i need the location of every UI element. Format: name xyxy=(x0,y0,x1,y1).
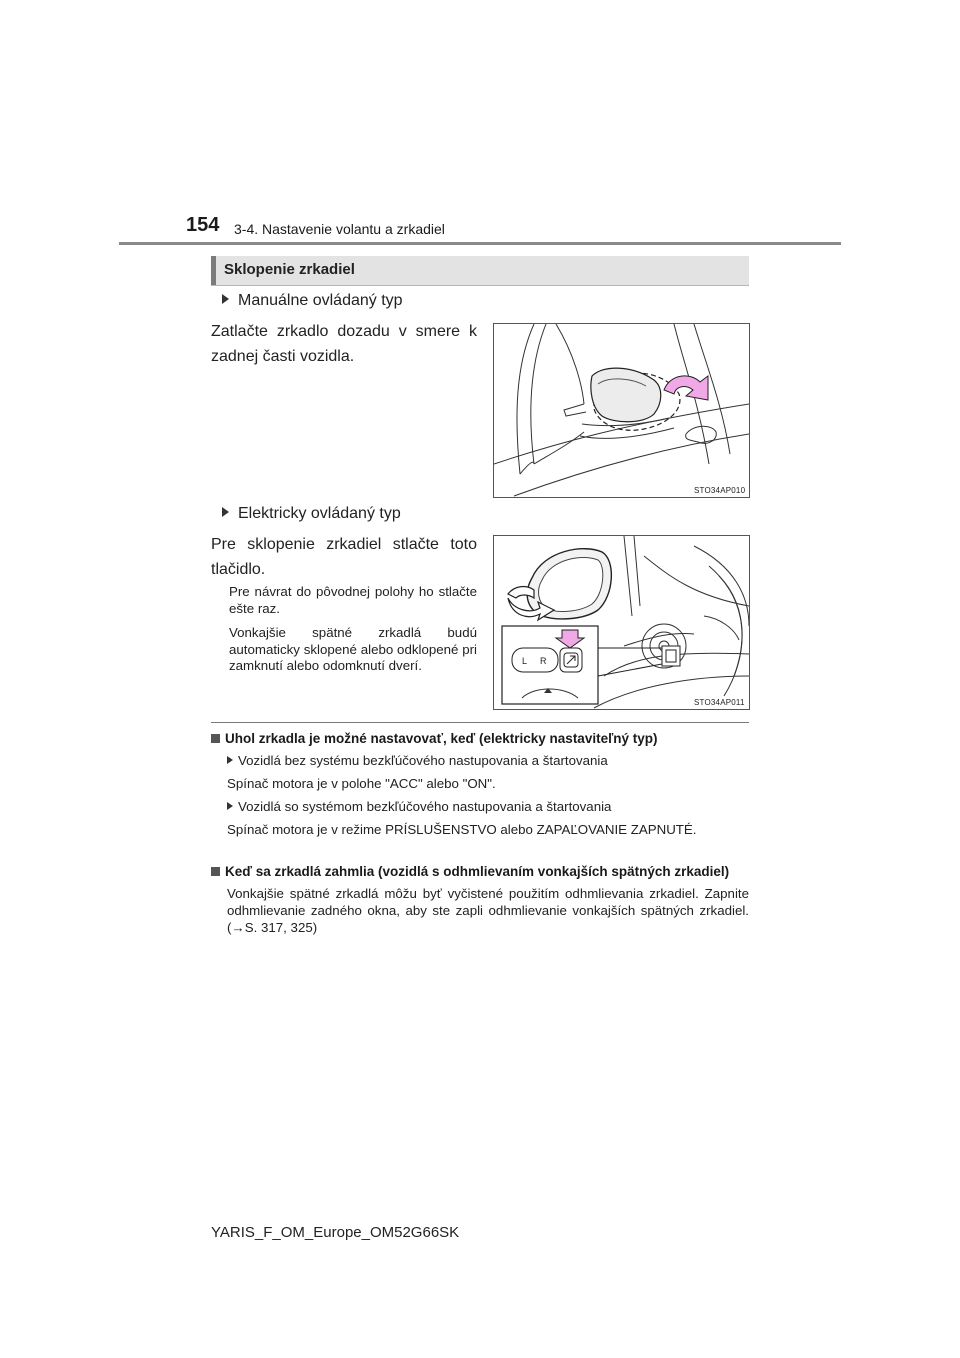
note-sub-item xyxy=(211,752,749,769)
page-number: 154 xyxy=(186,214,220,236)
document-code: YARIS_F_OM_Europe_OM52G66SK xyxy=(211,1224,460,1241)
notes-divider xyxy=(211,722,749,723)
electric-figure-code: STO34AP011 xyxy=(694,698,745,707)
note-title-text: Keď sa zrkadlá zahmlia (vozidlá s odhmlievaním vonkajších spätných zrkadiel) xyxy=(225,864,730,879)
manual-type-text: Manuálne ovládaný typ xyxy=(238,292,403,309)
heading-bar xyxy=(211,256,216,285)
note-text: Spínač motora je v polohe "ACC" alebo "ON". xyxy=(227,776,496,791)
triangle-bullet-icon xyxy=(222,294,229,304)
switch-left-label: L xyxy=(522,656,528,666)
manual-mirror-figure xyxy=(493,323,750,498)
note-title xyxy=(211,730,749,747)
electric-instruction: Pre sklopenie zrkadiel stlačte toto tlačidlo. xyxy=(211,536,477,578)
subsection-heading-text: Sklopenie zrkadiel xyxy=(224,261,355,278)
square-bullet-icon xyxy=(211,734,220,743)
triangle-bullet-icon xyxy=(227,756,233,764)
note-mirror-adjust xyxy=(211,730,749,838)
electric-note-auto: Vonkajšie spätné zrkadlá budú automaticky sklopené alebo odklopené pri zamknutí alebo odomknutí dverí. xyxy=(229,625,477,673)
note-sub-text: Vozidlá so systémom bezkľúčového nastupovania a štartovania xyxy=(238,799,612,814)
note-sub-item xyxy=(211,798,749,815)
manual-figure-code: STO34AP010 xyxy=(694,486,746,495)
electric-mirror-illustration xyxy=(494,536,749,709)
manual-type-label xyxy=(222,292,403,310)
note-text: Vonkajšie spätné zrkadlá môžu byť vyčistené použitím odhmlievania zrkadiel. Zapnite odhmlievanie zadného okna, aby ste zapli odhmlievanie vonkajších spätných zrkadiel. (→S. 317, 325) xyxy=(227,886,749,935)
header-rule xyxy=(119,242,841,245)
subsection-heading xyxy=(211,256,749,286)
note-title-text: Uhol zrkadla je možné nastavovať, keď (elektricky nastaviteľný typ) xyxy=(225,731,658,746)
manual-mirror-illustration xyxy=(494,324,749,497)
note-title xyxy=(211,863,749,880)
note-defogging xyxy=(211,863,749,936)
electric-type-text: Elektricky ovládaný typ xyxy=(238,505,401,522)
electric-note-return: Pre návrat do pôvodnej polohy ho stlačte ešte raz. xyxy=(229,584,477,616)
triangle-bullet-icon xyxy=(222,507,229,517)
electric-type-label xyxy=(222,505,401,523)
triangle-bullet-icon xyxy=(227,802,233,810)
note-sub-text: Vozidlá bez systému bezkľúčového nastupovania a štartovania xyxy=(238,753,608,768)
electric-mirror-figure xyxy=(493,535,750,710)
manual-instruction: Zatlačte zrkadlo dozadu v smere k zadnej časti vozidla. xyxy=(211,323,477,365)
section-title: 3-4. Nastavenie volantu a zrkadiel xyxy=(234,221,445,237)
switch-right-label: R xyxy=(540,656,547,666)
square-bullet-icon xyxy=(211,867,220,876)
note-text: Spínač motora je v režime PRÍSLUŠENSTVO alebo ZAPAĽOVANIE ZAPNUTÉ. xyxy=(227,822,697,837)
